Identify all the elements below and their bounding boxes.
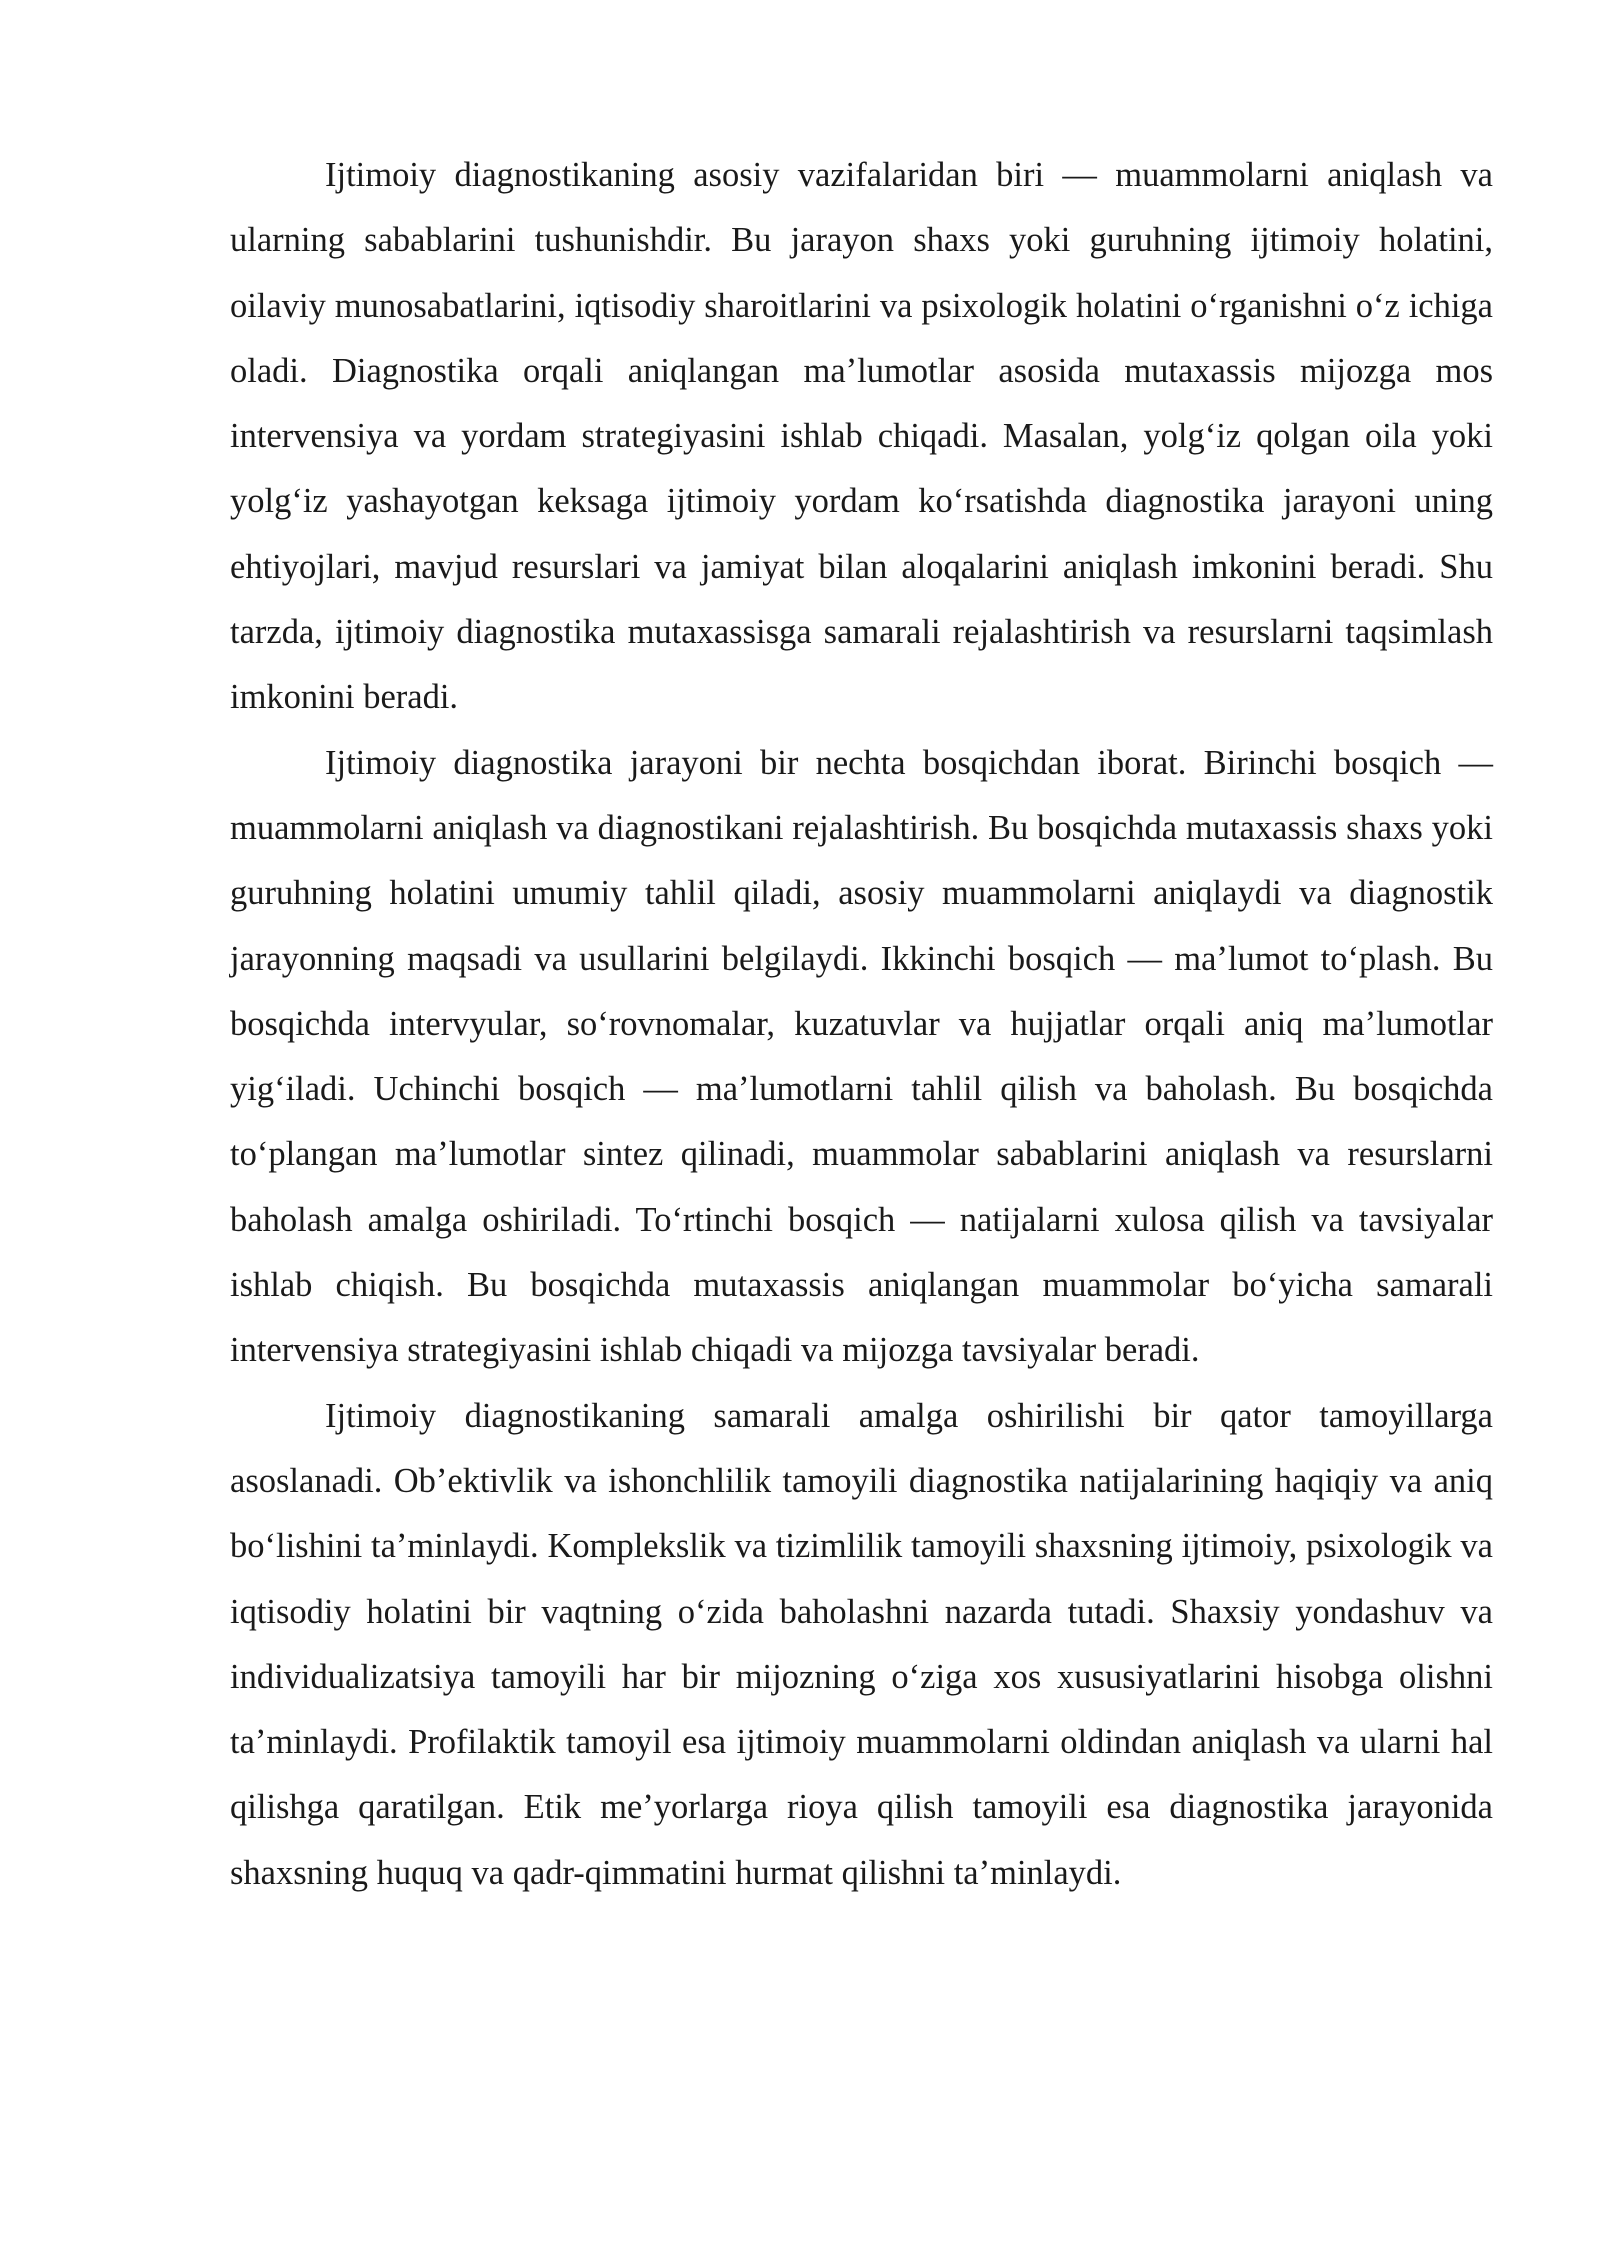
paragraph-diagnostics-stages: Ijtimoiy diagnostika jarayoni bir nechta bosqichdan iborat. Birinchi bosqich — muammolarni aniqlash va diagnostikani rejalashtirish. Bu bosqichda mutaxassis shaxs yoki guruhning holatini umumiy tahlil qiladi, asosiy muammolarni aniqlaydi va diagnostik jarayonning maqsadi va usullarini belgilaydi. Ikkinchi bosqich — maʼlumot toʻplash. Bu bosqichda intervyular, soʻrovnomalar, kuzatuvlar va hujjatlar orqali aniq maʼlumotlar yigʻiladi. Uchinchi bosqich — maʼlumotlarni tahlil qilish va baholash. Bu bosqichda toʻplangan maʼlumotlar sintez qilinadi, muammolar sabablarini aniqlash va resurslarni baholash amalga oshiriladi. Toʻrtinchi bosqich — natijalarni xulosa qilish va tavsiyalar ishlab chiqish. Bu bosqichda mutaxassis aniqlangan muammolar boʻyicha samarali intervensiya strategiyasini ishlab chiqadi va mijozga tavsiyalar beradi. — [230, 743, 1493, 1370]
document-body — [230, 143, 1493, 1906]
paragraph-diagnostics-tasks: Ijtimoiy diagnostikaning asosiy vazifalaridan biri — muammolarni aniqlash va ularning sabablarini tushunishdir. Bu jarayon shaxs yoki guruhning ijtimoiy holatini, oilaviy munosabatlarini, iqtisodiy sharoitlarini va psixologik holatini oʻrganishni oʻz ichiga oladi. Diagnostika orqali aniqlangan maʼlumotlar asosida mutaxassis mijozga mos intervensiya va yordam strategiyasini ishlab chiqadi. Masalan, yolgʻiz qolgan oila yoki yolgʻiz yashayotgan keksaga ijtimoiy yordam koʻrsatishda diagnostika jarayoni uning ehtiyojlari, mavjud resurslari va jamiyat bilan aloqalarini aniqlash imkonini beradi. Shu tarzda, ijtimoiy diagnostika mutaxassisga samarali rejalashtirish va resurslarni taqsimlash imkonini beradi. — [230, 156, 1493, 717]
paragraph-diagnostics-principles: Ijtimoiy diagnostikaning samarali amalga oshirilishi bir qator tamoyillarga asoslanadi. Obʼektivlik va ishonchlilik tamoyili diagnostika natijalarining haqiqiy va aniq boʻlishini taʼminlaydi. Komplekslik va tizimlilik tamoyili shaxsning ijtimoiy, psixologik va iqtisodiy holatini bir vaqtning oʻzida baholashni nazarda tutadi. Shaxsiy yondashuv va individualizatsiya tamoyili har bir mijozning oʻziga xos xususiyatlarini hisobga olishni taʼminlaydi. Profilaktik tamoyil esa ijtimoiy muammolarni oldindan aniqlash va ularni hal qilishga qaratilgan. Etik meʼyorlarga rioya qilish tamoyili esa diagnostika jarayonida shaxsning huquq va qadr-qimmatini hurmat qilishni taʼminlaydi. — [230, 1396, 1493, 1892]
